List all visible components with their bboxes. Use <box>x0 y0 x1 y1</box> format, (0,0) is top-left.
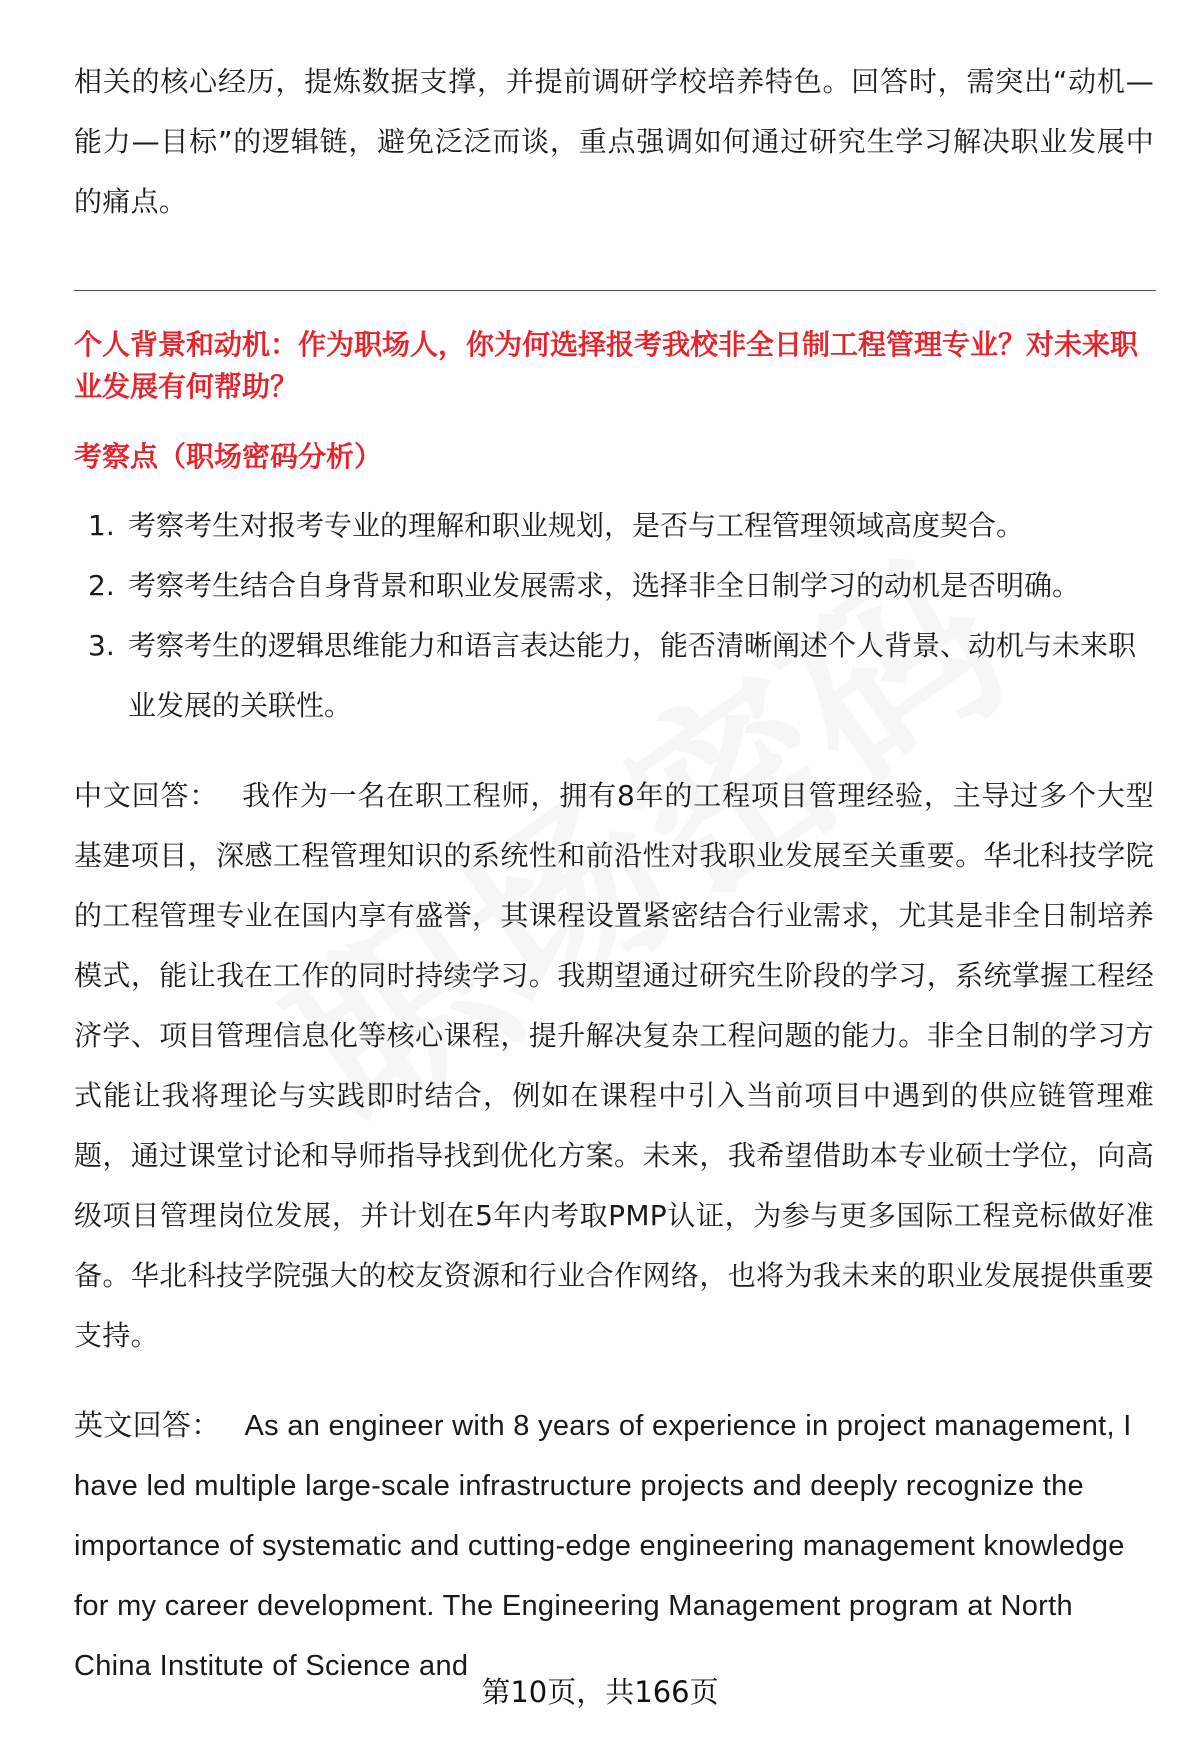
point-number: 3. <box>88 629 115 662</box>
english-answer-text: As an engineer with 8 years of experience in project management, I have led multiple large-scale infrastructure projects and deeply recognize the importance of systematic and cutting-edge engineering management knowledge for my career development. The Engineering Management program at North China Institute of Science and <box>74 1410 1132 1682</box>
chinese-answer-text: 我作为一名在职工程师，拥有8年的工程项目管理经验，主导过多个大型基建项目，深感工程管理知识的系统性和前沿性对我职业发展至关重要。华北科技学院的工程管理专业在国内享有盛誉，其课程设置紧密结合行业需求，尤其是非全日制培养模式，能让我在工作的同时持续学习。我期望通过研究生阶段的学习，系统掌握工程经济学、项目管理信息化等核心课程，提升解决复杂工程问题的能力。非全日制的学习方式能让我将理论与实践即时结合，例如在课程中引入当前项目中遇到的供应链管理难题，通过课堂讨论和导师指导找到优化方案。未来，我希望借助本专业硕士学位，向高级项目管理岗位发展，并计划在5年内考取PMP认证，为参与更多国际工程竞标做好准备。华北科技学院强大的校友资源和行业合作网络，也将为我未来的职业发展提供重要支持。 <box>74 779 1154 1352</box>
section-divider <box>74 290 1156 291</box>
assessment-title: 考察点（职场密码分析） <box>74 440 383 473</box>
page-number-footer: 第10页，共166页 <box>481 1675 719 1709</box>
assessment-point <box>74 616 1154 736</box>
assessment-point <box>74 496 1154 556</box>
point-text: 考察考生的逻辑思维能力和语言表达能力，能否清晰阐述个人背景、动机与未来职业发展的关联性。 <box>128 629 1137 722</box>
intro-paragraph: 相关的核心经历，提炼数据支撑，并提前调研学校培养特色。回答时，需突出“动机—能力—目标”的逻辑链，避免泛泛而谈，重点强调如何通过研究生学习解决职业发展中的痛点。 <box>74 65 1154 218</box>
assessment-point <box>74 556 1154 616</box>
point-number: 2. <box>88 569 115 602</box>
point-text: 考察考生结合自身背景和职业发展需求，选择非全日制学习的动机是否明确。 <box>128 569 1081 602</box>
english-answer <box>74 1396 1154 1696</box>
chinese-answer <box>74 766 1154 1366</box>
point-text: 考察考生对报考专业的理解和职业规划，是否与工程管理领域高度契合。 <box>128 509 1025 542</box>
assessment-list <box>74 496 1154 736</box>
chinese-answer-label: 中文回答： <box>74 779 219 812</box>
english-answer-label: 英文回答： <box>74 1410 221 1442</box>
question-heading: 个人背景和动机：作为职场人，你为何选择报考我校非全日制工程管理专业？对未来职业发展有何帮助？ <box>74 328 1139 403</box>
point-number: 1. <box>88 509 115 542</box>
document-page <box>74 52 1154 1696</box>
